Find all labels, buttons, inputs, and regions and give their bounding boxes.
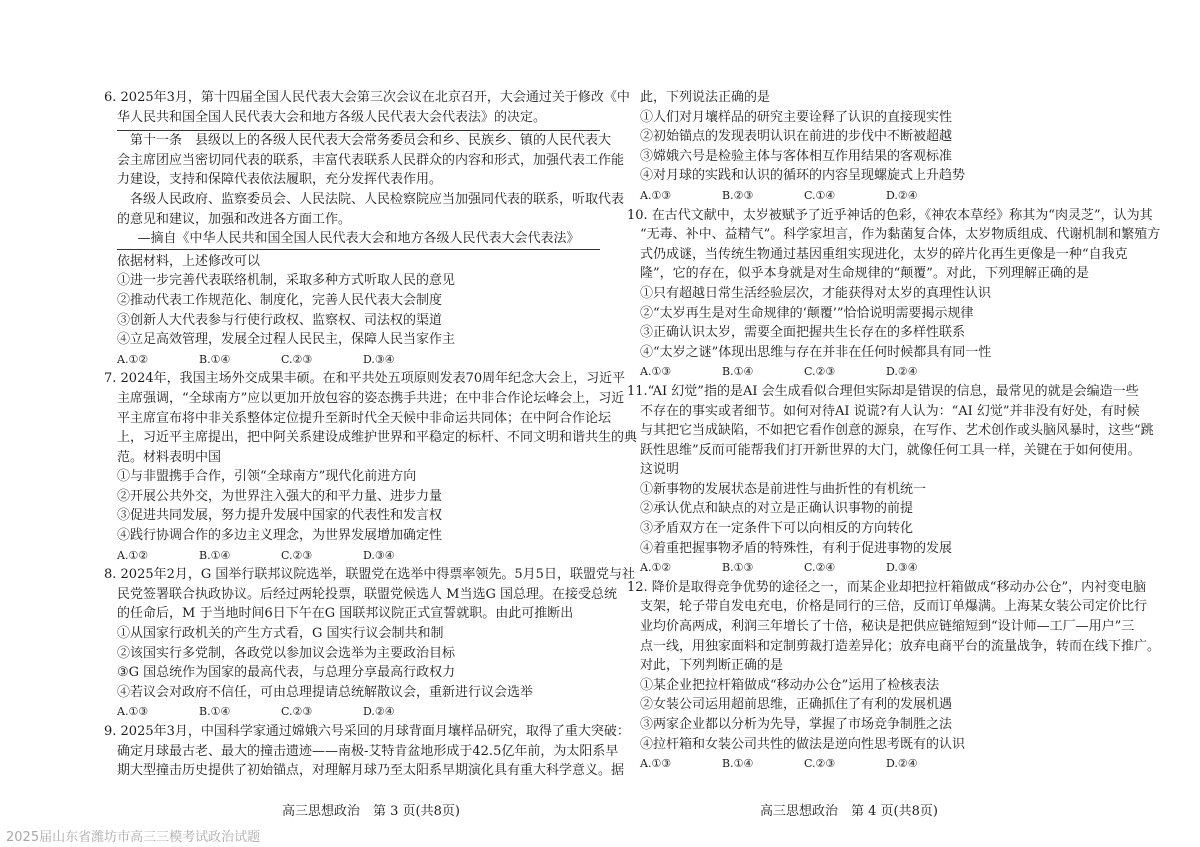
q12-option: ①某企业把拉杆箱做成“移动办公仓”运用了检核表法: [640, 677, 940, 693]
left-page-column: [104, 88, 638, 781]
q10-option: ②“太岁再生是对生命规律的‘颠覆’”恰恰说明需要揭示规律: [640, 305, 974, 321]
q6-excerpt-line: 第十一条 县级以上的各级人民代表大会常务委员会和乡、民族乡、镇的人民代表大: [130, 133, 612, 149]
q11-stem-line: 跃性思维”反而可能帮我们打开新世界的大门，就像任何工具一样，关键在于如何使用。: [640, 442, 1141, 458]
q9-choice-b: B.②③: [722, 188, 754, 202]
q7-option: ③促进共同发展，努力提升发展中国家的代表性和发言权: [117, 508, 443, 524]
q8-option: ③G 国总统作为国家的最高代表，与总理分享最高行政权力: [117, 665, 456, 681]
q12-stem-line: 点一线，用独家面料和定制剪裁打造差异化；放弃电商平台的流量战争，转而在线下推广。: [640, 638, 1161, 654]
question-6: [104, 88, 630, 369]
q11-stem-line: 不存在的事实或者细节。如何对待AI 说谎?有人认为：“AI 幻觉”并非没有好处，有时候: [640, 403, 1140, 419]
q7-stem-line: 上，习近平主席提出，把中阿关系建设成维护世界和平稳定的标杆、不同文明和谐共生的典: [117, 430, 638, 446]
q6-stem-line: 华人民共和国全国人民代表大会和地方各级人民代表大会代表法》的决定。: [117, 109, 547, 125]
q9-option: ②初始锚点的发现表明认识在前进的步伐中不断被超越: [640, 129, 953, 145]
q11-choice-c: C.②④: [804, 561, 836, 575]
exam-watermark: 2025届山东省潍坊市高三三模考试政治试题: [6, 830, 261, 845]
q9-choice-a: A.①③: [640, 188, 672, 202]
q9-stem-line: 此，下列说法正确的是: [640, 90, 771, 105]
q9-answer-choices: [627, 186, 1123, 206]
q7-option: ④践行协调合作的多边主义理念，为世界发展增加确定性: [117, 528, 443, 544]
q8-choice-b: B.①④: [199, 705, 231, 719]
right-page-column: [627, 88, 1161, 774]
q9-stem-line: 确定月球最古老、最大的撞击遗迹——南极-艾特肯盆地形成于42.5亿年前，为太阳系早: [117, 743, 619, 759]
q6-choice-b: B.①④: [199, 352, 231, 366]
page-footer-right: 高三思想政治 第 4 页(共8页): [760, 804, 938, 819]
q6-choice-c: C.②③: [281, 352, 313, 366]
q7-answer-choices: [104, 546, 600, 566]
q11-choice-a: A.①②: [640, 561, 672, 575]
q12-choice-c: C.②③: [804, 757, 836, 771]
q11-option: ②承认优点和缺点的对立是正确认识事物的前提: [640, 501, 914, 517]
q8-option: ①从国家行政机关的产生方式看，G 国实行议会制共和制: [117, 626, 444, 642]
q11-option: ④着重把握事物矛盾的特殊性，有利于促进事物的发展: [640, 540, 953, 556]
q10-answer-choices: [627, 362, 1123, 382]
q8-stem-line: 民党签署联合执政协议。后经过两轮投票，联盟党候选人 M当选G 国总理。在接受总统: [117, 586, 617, 602]
q12-choice-a: A.①③: [640, 757, 672, 771]
q7-option: ①与非盟携手合作，引领“全球南方”现代化前进方向: [117, 469, 417, 485]
q9-stem-line: 9. 2025年3月，中国科学家通过嫦娥六号采回的月球背面月壤样品研究，取得了重大突破：: [104, 724, 630, 739]
q6-excerpt-line: 的意见和建议，加强和改进各方面工作。: [117, 211, 352, 227]
q10-choice-b: B.①④: [722, 365, 754, 379]
q12-option: ②女装公司运用超前思维，正确抓住了有利的发展机遇: [640, 697, 953, 713]
q6-excerpt-line: 力建设，支持和保障代表依法履职，充分发挥代表作用。: [117, 172, 443, 188]
q6-option: ③创新人大代表参与行使行政权、监察权、司法权的渠道: [117, 312, 443, 328]
question-9: [104, 722, 630, 781]
q11-stem-line: 与其把它当成缺陷，不如把它看作创意的源泉，在写作、艺术创作或头脑风暴时，这些“跳: [640, 423, 1154, 439]
q11-choice-d: D.③④: [886, 561, 918, 575]
q10-stem-line: “无毒、补中、益精气”。科学家坦言，作为黏菌复合体，太岁物质组成、代谢机制和繁殖方: [640, 227, 1161, 243]
q7-choice-c: C.②③: [281, 548, 313, 562]
q11-answer-choices: [627, 558, 1123, 578]
q9-option: ③嫦娥六号是检验主体与客体相互作用结果的客观标准: [640, 148, 953, 164]
question-11: [627, 382, 1154, 578]
q7-choice-d: D.③④: [363, 548, 395, 562]
q10-option: ③正确认识太岁，需要全面把握共生长存在的多样性联系: [640, 325, 966, 341]
q10-stem-line: 10. 在古代文献中，太岁被赋予了近乎神话的色彩，《神农本草经》称其为“肉灵芝”，认为其: [627, 207, 1153, 223]
q10-choice-a: A.①③: [640, 365, 672, 379]
q6-choice-d: D.③④: [363, 352, 395, 366]
question-9-continued: [627, 88, 1123, 206]
q12-answer-choices: [627, 754, 1123, 774]
q6-option: ④立足高效管理，发展全过程人民民主，保障人民当家作主: [117, 332, 456, 348]
q8-choice-a: A.①③: [117, 705, 149, 719]
q11-stem-line: 11.“AI 幻觉”指的是AI 会生成看似合理但实际却是错误的信息，最常见的就是会编造一些: [627, 383, 1139, 399]
q11-option: ③矛盾双方在一定条件下可以向相反的方向转化: [640, 521, 914, 537]
q10-choice-d: D.②④: [886, 365, 918, 379]
q11-stem-line: 这说明: [640, 462, 680, 478]
q6-choice-a: A.①②: [117, 352, 149, 366]
q7-choice-a: A.①②: [117, 548, 149, 562]
q7-option: ②开展公共外交，为世界注入强大的和平力量、进步力量: [117, 488, 443, 504]
q12-stem-line: 12. 降价是取得竞争优势的途径之一，而某企业却把拉杆箱做成“移动办公仓”，内衬变电脑: [627, 579, 1147, 595]
q8-choice-d: D.②④: [363, 705, 395, 719]
q9-stem-line: 期大型撞击历史提供了初始锚点，对理解月球乃至太阳系早期演化具有重大科学意义。据: [117, 763, 625, 779]
q6-excerpt-line: 各级人民政府、监察委员会、人民法院、人民检察院应当加强同代表的联系，听取代表: [130, 191, 625, 207]
q10-stem-line: 隆”，它的存在，似乎本身就是对生命规律的“颠覆”。对此，下列理解正确的是: [640, 266, 1089, 282]
q9-choice-d: D.②④: [886, 188, 918, 202]
q12-stem-line: 对此，下列判断正确的是: [640, 658, 784, 674]
q12-choice-d: D.②④: [886, 757, 918, 771]
q12-stem-line: 业均价高两成，利润三年增长了十倍，秘诀是把供应链缩短到“设计师—工厂—用户”三: [640, 619, 1135, 635]
page-footer-left: 高三思想政治 第 3 页(共8页): [282, 804, 460, 819]
q8-choice-c: C.②③: [281, 705, 313, 719]
question-7: [104, 369, 638, 565]
q6-option: ②推动代表工作规范化、制度化，完善人民代表大会制度: [117, 292, 443, 308]
q8-answer-choices: [104, 702, 600, 722]
q7-choice-b: B.①④: [199, 548, 231, 562]
excerpt-bottom-rule: [117, 249, 600, 250]
q8-stem-line: 8. 2025年2月，G 国举行联邦议院选举，联盟党在选举中得票率领先。5月5日，联盟党与社: [104, 567, 635, 583]
q10-choice-c: C.②③: [804, 365, 836, 379]
q8-stem-line: 的任命后，M 于当地时间6日下午在G 国联邦议院正式宣誓就职。由此可推断出: [117, 606, 574, 622]
q10-option: ④“太岁之谜”体现出思维与存在并非在任何时候都具有同一性: [640, 344, 992, 360]
q9-option: ①人们对月壤样品的研究主要诠释了认识的直接现实性: [640, 109, 953, 125]
q8-option: ④若议会对政府不信任，可由总理提请总统解散议会，重新进行议会选举: [117, 684, 534, 700]
q6-option: ①进一步完善代表联络机制，采取多种方式听取人民的意见: [117, 273, 456, 289]
question-10: [627, 206, 1161, 382]
q7-stem-line: 主席强调，“全球南方”应以更加开放包容的姿态携手共进；在中非合作论坛峰会上，习近: [117, 390, 625, 406]
q12-stem-line: 支架，轮子带自发电充电，价格是同行的三倍，反而订单爆满。上海某女装公司定价比行: [640, 599, 1148, 615]
q6-excerpt-source: —摘自《中华人民共和国全国人民代表大会和地方各级人民代表大会代表法》: [137, 231, 580, 247]
q10-stem-line: 式仍成谜，当传统生物通过基因重组实现进化，太岁的碎片化再生更像是一种“自我克: [640, 246, 1128, 262]
q7-stem-line: 7. 2024年，我国主场外交成果丰硕。在和平共处五项原则发表70周年纪念大会上，习近平: [104, 371, 626, 387]
q7-stem-line: 平主席宣布将中非关系整体定位提升至新时代全天候中非命运共同体；在中阿合作论坛: [117, 410, 612, 426]
q9-choice-c: C.①④: [804, 188, 836, 202]
q6-answer-choices: [104, 350, 600, 370]
q12-choice-b: B.①④: [722, 757, 754, 771]
q11-option: ①新事物的发展状态是前进性与曲折性的有机统一: [640, 481, 927, 497]
q12-option: ③两家企业都以分析为先导，掌握了市场竞争制胜之法: [640, 717, 953, 732]
q6-excerpt-line: 会主席团应当密切同代表的联系，丰富代表联系人民群众的内容和形式，加强代表工作能: [117, 152, 625, 168]
q12-option: ④拉杆箱和女装公司共性的做法是逆向性思考既有的认识: [640, 736, 966, 752]
q9-option: ④对月球的实践和认识的循环的内容呈现螺旋式上升趋势: [640, 168, 966, 184]
q8-option: ②该国实行多党制，各政党以参加议会选举为主要政治目标: [117, 645, 456, 661]
question-8: [104, 565, 635, 722]
q11-choice-b: B.①③: [722, 561, 754, 575]
question-12: [627, 578, 1161, 774]
q7-stem-line: 范。材料表明中国: [117, 449, 222, 465]
q6-stem-line: 6. 2025年3月，第十四届全国人民代表大会第三次会议在北京召开，大会通过关于修改《中: [104, 90, 630, 105]
q6-lead: 依据材料，上述修改可以: [117, 253, 261, 269]
q10-option: ①只有超越日常生活经验层次，才能获得对太岁的真理性认识: [640, 285, 992, 301]
